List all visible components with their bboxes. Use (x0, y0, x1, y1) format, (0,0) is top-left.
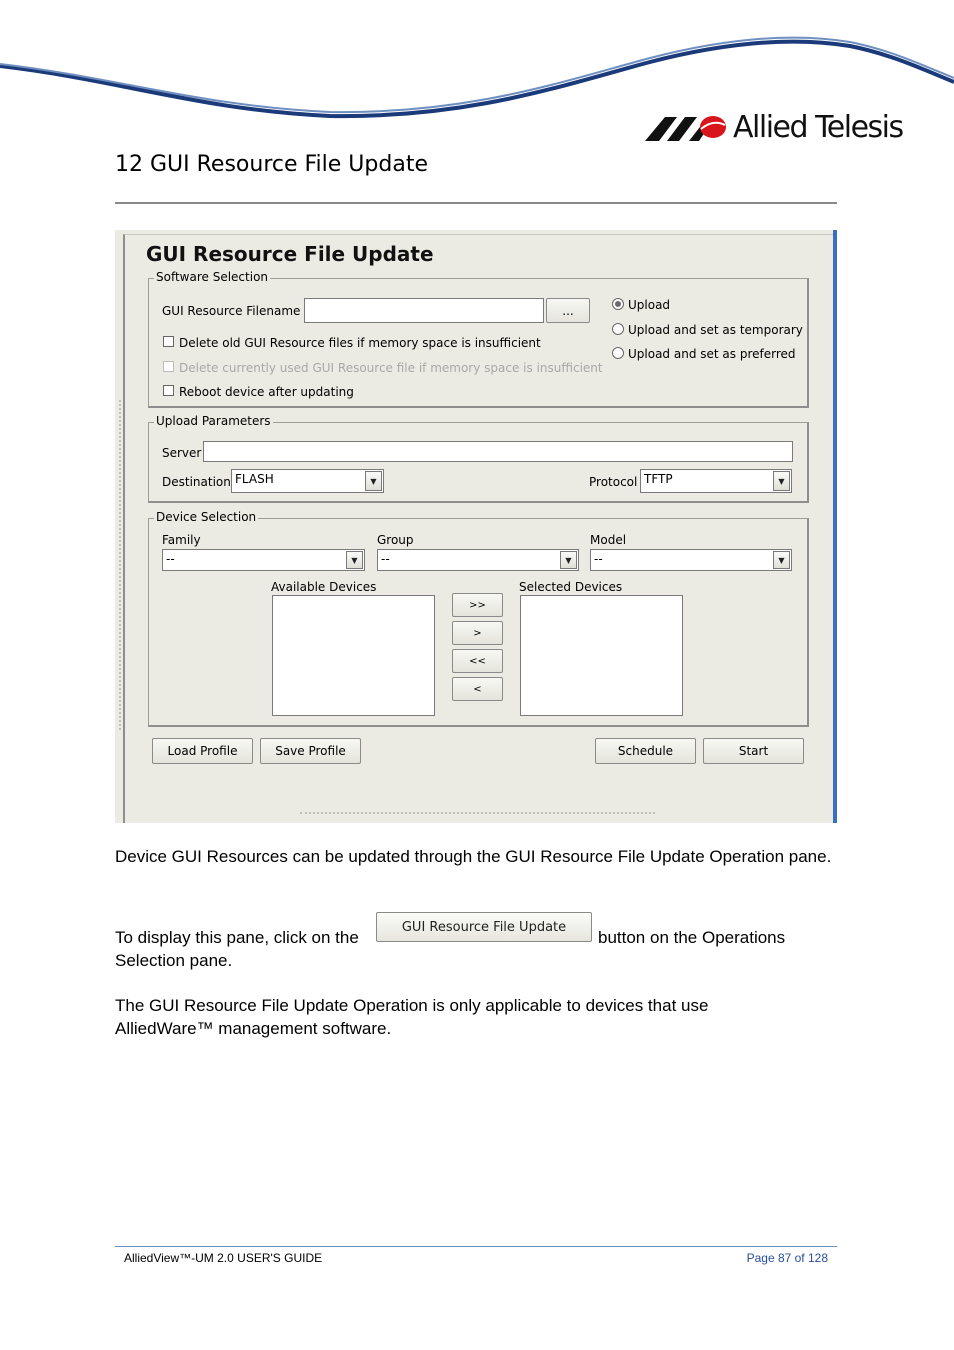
upload-radio[interactable] (612, 298, 624, 310)
upload-preferred-radio[interactable] (612, 347, 624, 359)
chevron-down-icon[interactable]: ▼ (773, 551, 790, 569)
selected-devices-list[interactable] (520, 595, 683, 716)
horizontal-splitter-grip[interactable] (300, 812, 655, 816)
remove-all-button[interactable]: << (452, 649, 503, 673)
filename-input[interactable] (304, 298, 544, 323)
group-label: Upload Parameters (156, 414, 271, 428)
protocol-value: TFTP (644, 472, 673, 486)
add-selected-button[interactable]: > (452, 621, 503, 645)
footer-page-number: Page 87 of 128 (746, 1251, 828, 1265)
available-devices-label: Available Devices (271, 580, 377, 594)
footer-guide-title: AlliedView™-UM 2.0 USER'S GUIDE (124, 1251, 323, 1265)
paragraph-display-before: To display this pane, click on the (115, 928, 359, 947)
upload-temporary-radio[interactable] (612, 323, 624, 335)
title-divider (115, 202, 837, 204)
reboot-checkbox[interactable] (163, 385, 174, 396)
splitter-grip[interactable] (119, 400, 123, 730)
group-label: Device Selection (156, 510, 257, 524)
server-input[interactable] (203, 441, 793, 462)
group-value: -- (381, 552, 390, 566)
server-label: Server (162, 446, 202, 460)
chevron-down-icon[interactable]: ▼ (560, 551, 577, 569)
group-select-label: Group (377, 533, 414, 547)
chevron-down-icon[interactable]: ▼ (346, 551, 363, 569)
family-select[interactable] (162, 549, 365, 571)
destination-value: FLASH (235, 472, 274, 486)
save-profile-button[interactable]: Save Profile (260, 738, 361, 764)
delete-old-files-checkbox[interactable] (163, 336, 174, 347)
reboot-label: Reboot device after updating (179, 385, 354, 399)
upload-radio-label: Upload (628, 298, 671, 312)
gui-resource-file-update-button[interactable]: GUI Resource File Update (376, 912, 592, 942)
remove-selected-button[interactable]: < (452, 677, 503, 701)
protocol-label: Protocol (589, 475, 638, 489)
delete-current-file-checkbox[interactable] (163, 361, 174, 372)
group-label: Software Selection (156, 270, 269, 284)
paragraph-display-line2: Selection pane. (115, 951, 233, 970)
upload-temporary-label: Upload and set as temporary (628, 323, 803, 337)
gui-resource-update-screenshot (115, 230, 837, 823)
pane-title: GUI Resource File Update (146, 242, 434, 266)
destination-select[interactable] (231, 469, 384, 493)
add-all-button[interactable]: >> (452, 593, 503, 617)
schedule-button[interactable]: Schedule (595, 738, 696, 764)
model-select[interactable] (590, 549, 792, 571)
allied-telesis-logo (645, 108, 903, 148)
family-label: Family (162, 533, 201, 547)
footer-divider (115, 1246, 837, 1247)
paragraph-intro: Device GUI Resources can be updated through the GUI Resource File Update Operation pane. (115, 847, 832, 866)
delete-current-file-label: Delete currently used GUI Resource file if memory space is insufficient (179, 361, 603, 375)
filename-label: GUI Resource Filename (162, 304, 301, 318)
model-label: Model (590, 533, 627, 547)
destination-label: Destination (162, 475, 231, 489)
model-value: -- (594, 552, 603, 566)
paragraph-display-after: button on the Operations (598, 928, 786, 947)
start-button[interactable]: Start (703, 738, 804, 764)
panel-right-scroll-edge (833, 230, 837, 823)
chevron-down-icon[interactable]: ▼ (365, 471, 382, 491)
delete-old-files-label: Delete old GUI Resource files if memory space is insufficient (179, 336, 541, 350)
load-profile-button[interactable]: Load Profile (152, 738, 253, 764)
logo-text: Allied Telesis (733, 110, 903, 145)
family-value: -- (166, 552, 175, 566)
chevron-down-icon[interactable]: ▼ (773, 471, 790, 491)
available-devices-list[interactable] (272, 595, 435, 716)
upload-preferred-label: Upload and set as preferred (628, 347, 796, 361)
protocol-select[interactable] (640, 469, 792, 493)
section-title: 12 GUI Resource File Update (115, 152, 428, 177)
logo-mark-icon (645, 111, 727, 145)
group-select[interactable] (377, 549, 579, 571)
browse-button[interactable]: ... (546, 298, 590, 323)
selected-devices-label: Selected Devices (519, 580, 623, 594)
paragraph-applicability: The GUI Resource File Update Operation is only applicable to devices that use AlliedWare™ management software. (115, 996, 709, 1038)
